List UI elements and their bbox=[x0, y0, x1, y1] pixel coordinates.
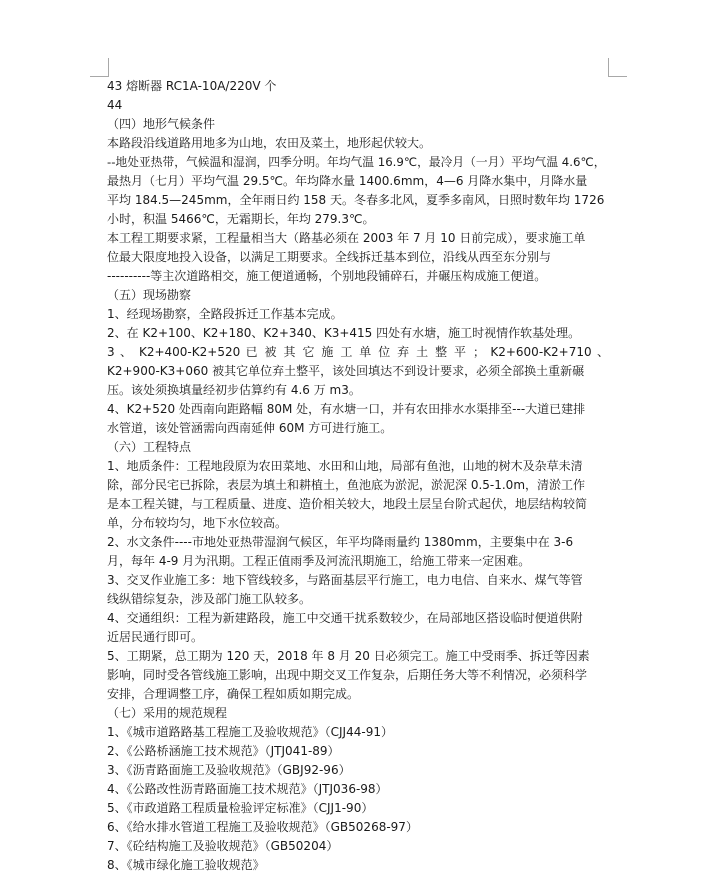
text-line: 水管道，该处管涵需向西南延伸 60M 方可进行施工。 bbox=[107, 421, 393, 435]
text-line: 3、交叉作业施工多：地下管线较多，与路面基层平行施工，电力电信、自来水、煤气等管 bbox=[107, 573, 583, 587]
section-heading: （七）采用的规范规程 bbox=[107, 706, 228, 720]
text-line: 2、在 K2+100、K2+180、K2+340、K3+415 四处有水塘，施工时视情作软基处理。 bbox=[107, 326, 581, 340]
text-line: 平均 184.5—245mm，全年雨日约 158 天。冬春多北风，夏季多南风，日照时数年均 1726 bbox=[107, 193, 605, 207]
text-line: 44 bbox=[107, 98, 123, 112]
text-line: 月，每年 4-9 月为汛期。工程正值雨季及河流汛期施工，给施工带来一定困难。 bbox=[107, 554, 531, 568]
text-line: 1、地质条件：工程地段原为农田菜地、水田和山地，局部有鱼池，山地的树木及杂草未清 bbox=[107, 459, 583, 473]
document-body bbox=[107, 77, 609, 875]
page-corner-mark-top-right bbox=[608, 58, 627, 77]
section-heading: （五）现场勘察 bbox=[107, 288, 192, 302]
text-line: 影响，同时受各管线施工影响，出现中期交叉工作复杂，后期任务大等不利情况，必须科学 bbox=[107, 668, 588, 682]
list-item: 7、《砼结构施工及验收规范》（GB50204） bbox=[107, 839, 339, 853]
section-heading: （六）工程特点 bbox=[107, 440, 192, 454]
text-line: 单，分布较均匀，地下水位较高。 bbox=[107, 516, 288, 530]
text-line: 位最大限度地投入设备，以满足工期要求。全线拆迁基本到位，沿线从西至东分别与 bbox=[107, 250, 552, 264]
text-line: 本路段沿线道路用地多为山地，农田及菜土，地形起伏较大。 bbox=[107, 136, 432, 150]
text-line: 近居民通行即可。 bbox=[107, 630, 204, 644]
text-line: 1、经现场勘察，全路段拆迁工作基本完成。 bbox=[107, 307, 343, 321]
text-line: ----------等主次道路相交，施工便道通畅，个别地段铺碎石，并碾压构成施工便道。 bbox=[107, 269, 547, 283]
text-line: --地处亚热带，气候温和湿润，四季分明。年均气温 16.9℃，最冷月（一月）平均气温 4.6℃， bbox=[107, 155, 606, 169]
text-line: 小时，积温 5466℃，无霜期长，年均 279.3℃。 bbox=[107, 212, 375, 226]
text-line: 最热月（七月）平均气温 29.5℃。年均降水量 1400.6mm，4—6 月降水集中，月降水量 bbox=[107, 174, 588, 188]
list-item: 4、《公路改性沥青路面施工技术规范》（JTJ036-98） bbox=[107, 782, 388, 796]
list-item: 3、《沥青路面施工及验收规范》（GBJ92-96） bbox=[107, 763, 351, 777]
text-line: 43 熔断器 RC1A-10A/220V 个 bbox=[107, 79, 277, 93]
text-line: 2、水文条件----市地处亚热带湿润气候区，年平均降雨量约 1380mm，主要集中在 3-6 bbox=[107, 535, 574, 549]
list-item: 6、《给水排水管道工程施工及验收规范》（GB50268-97） bbox=[107, 820, 418, 834]
section-heading: （四）地形气候条件 bbox=[107, 117, 216, 131]
text-line: 除，部分民宅已拆除，表层为填土和耕植土，鱼池底为淤泥，淤泥深 0.5-1.0m，清淤工作 bbox=[107, 478, 586, 492]
text-line: 5、工期紧，总工期为 120 天，2018 年 8 月 20 日必须完工。施工中受雨季、拆迁等因素 bbox=[107, 649, 590, 663]
text-line: 4、交通组织：工程为新建路段，施工中交通干扰系数较少，在局部地区搭设临时便道供附 bbox=[107, 611, 583, 625]
text-line: 本工程工期要求紧，工程量相当大（路基必须在 2003 年 7 月 10 日前完成），要求施工单 bbox=[107, 231, 586, 245]
text-line: K2+900-K3+060 被其它单位弃土整平，该处回填达不到设计要求，必须全部换土重新碾 bbox=[107, 364, 585, 378]
list-item: 5、《市政道路工程质量检验评定标准》（CJJ1-90） bbox=[107, 801, 374, 815]
text-line: 压。该处须换填量经初步估算约有 4.6 万 m3。 bbox=[107, 383, 361, 397]
list-item: 8、《城市绿化施工验收规范》 bbox=[107, 858, 265, 872]
page-corner-mark-top-left bbox=[90, 58, 109, 77]
text-line: 安排，合理调整工序，确保工程如质如期完成。 bbox=[107, 687, 360, 701]
text-line: 4、K2+520 处西南向距路幅 80M 处，有水塘一口，并有农田排水水渠排至---大道已建排 bbox=[107, 402, 586, 416]
text-line: 线纵错综复杂，涉及部门施工队较多。 bbox=[107, 592, 312, 606]
text-line: 是本工程关键，与工程质量、进度、造价相关较大，地段土层呈台阶式起伏，地层结构较简 bbox=[107, 497, 588, 511]
list-item: 2、《公路桥涵施工技术规范》（JTJ041-89） bbox=[107, 744, 340, 758]
text-line: 3 、 K2+400-K2+520 已 被 其 它 施 工 单 位 弃 土 整 平 ； K2+600-K2+710 、 bbox=[107, 345, 609, 359]
list-item: 1、《城市道路路基工程施工及验收规范》（CJJ44-91） bbox=[107, 725, 393, 739]
